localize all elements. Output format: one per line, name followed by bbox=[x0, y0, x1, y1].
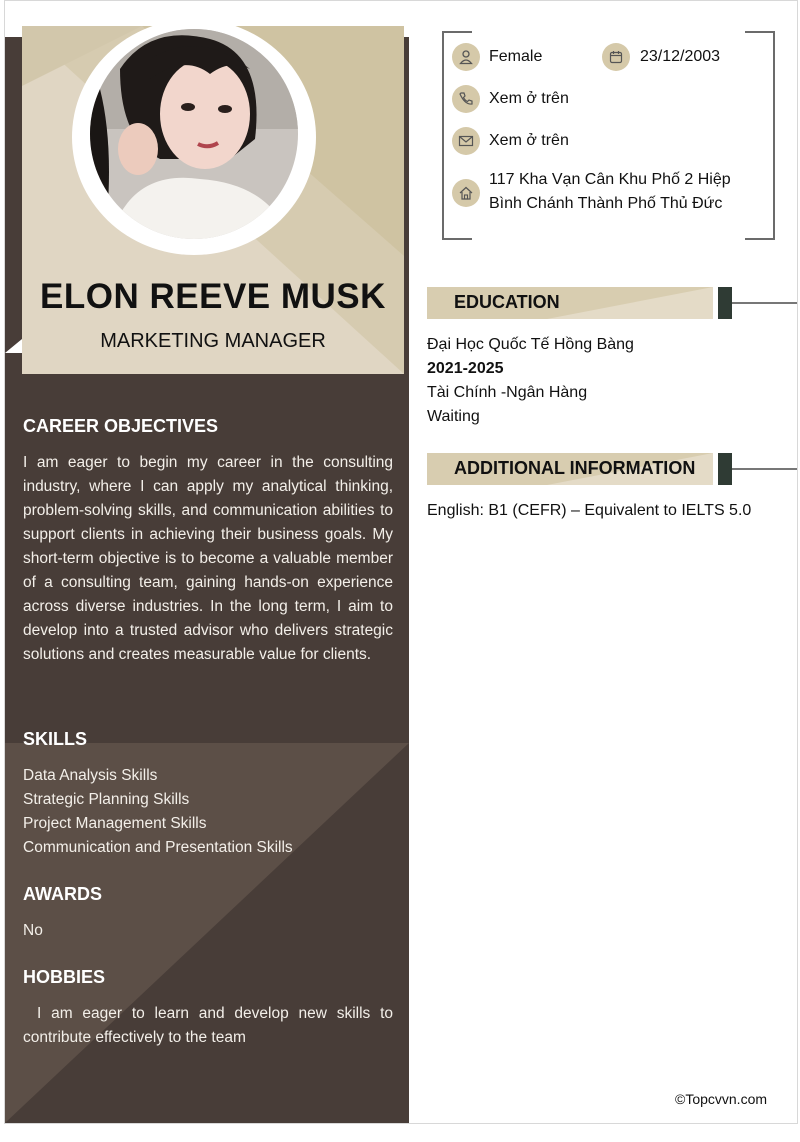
awards-text: No bbox=[23, 922, 43, 939]
section-rule bbox=[732, 302, 798, 304]
education-school: Đại Học Quốc Tế Hồng Bàng bbox=[427, 336, 634, 353]
education-title: EDUCATION bbox=[454, 292, 560, 312]
candidate-name: ELON REEVE MUSK bbox=[40, 277, 386, 316]
skills-list bbox=[23, 764, 293, 860]
education-years: 2021-2025 bbox=[427, 360, 504, 377]
address-line-1: 117 Kha Vạn Cân Khu Phố 2 Hiệp bbox=[489, 171, 731, 188]
avatar bbox=[90, 29, 298, 239]
list-item: Project Management Skills bbox=[23, 815, 207, 832]
candidate-role: MARKETING MANAGER bbox=[100, 330, 326, 352]
list-item: Strategic Planning Skills bbox=[23, 791, 190, 808]
additional-header bbox=[427, 453, 713, 485]
career-objectives-title: CAREER OBJECTIVES bbox=[23, 416, 219, 436]
email-text: Xem ở trên bbox=[489, 132, 569, 149]
education-status: Waiting bbox=[427, 408, 480, 425]
awards-title: AWARDS bbox=[23, 884, 103, 904]
list-item: Data Analysis Skills bbox=[23, 767, 158, 784]
section-accent bbox=[718, 287, 732, 319]
education-header bbox=[427, 287, 713, 319]
section-accent bbox=[718, 453, 732, 485]
additional-text: English: B1 (CEFR) – Equivalent to IELTS 5.0 bbox=[427, 502, 752, 519]
phone-icon bbox=[452, 85, 480, 113]
birthdate-text: 23/12/2003 bbox=[640, 48, 721, 65]
hobbies-title: HOBBIES bbox=[23, 967, 106, 987]
phone-text: Xem ở trên bbox=[489, 90, 569, 107]
career-objectives-text: I am eager to begin my career in the consulting industry, where I can apply my analytical thinking, problem-solving skills, and communication abilities to support clients in achieving their business goals. My short-term objective is to become a valuable member of a consulting team, gaining hands-on experience across diverse industries. In the long term, I aim to develop into a trusted advisor who delivers strategic solutions and creates measurable value for clients. bbox=[23, 454, 393, 663]
education-major: Tài Chính -Ngân Hàng bbox=[427, 384, 588, 401]
bracket-right bbox=[745, 31, 775, 240]
user-icon bbox=[452, 43, 480, 71]
calendar-icon bbox=[602, 43, 630, 71]
resume-page bbox=[4, 0, 798, 1124]
list-item: Communication and Presentation Skills bbox=[23, 839, 293, 856]
skills-title: SKILLS bbox=[23, 729, 88, 749]
hobbies-text: I am eager to learn and develop new skills to contribute effectively to the team bbox=[23, 1005, 393, 1046]
mail-icon bbox=[452, 127, 480, 155]
contact-box bbox=[442, 31, 775, 236]
gender-text: Female bbox=[489, 48, 543, 65]
additional-title: ADDITIONAL INFORMATION bbox=[454, 458, 696, 478]
section-rule bbox=[732, 468, 798, 470]
address-line-2: Bình Chánh Thành Phố Thủ Đức bbox=[489, 195, 723, 212]
portrait-photo bbox=[90, 29, 298, 239]
footer-credit: ©Topcvvn.com bbox=[675, 1091, 768, 1107]
home-icon bbox=[452, 179, 480, 207]
